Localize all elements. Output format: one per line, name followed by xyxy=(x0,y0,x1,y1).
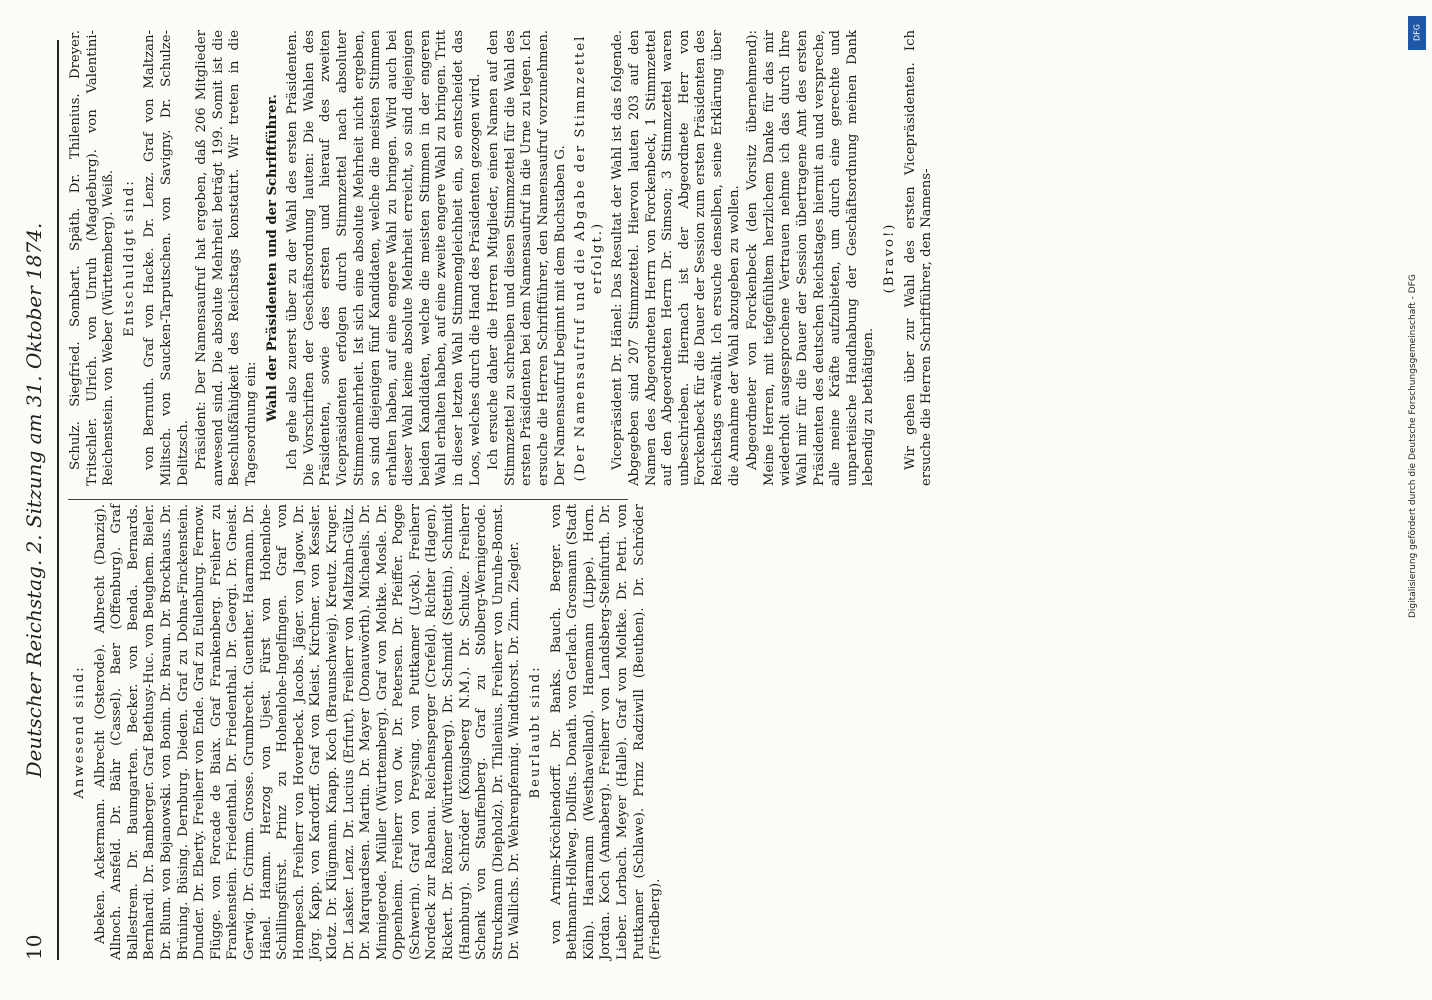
closing-paragraph: Wir gehen über zur Wahl des ersten Vicepräsidenten. Ich ersuche die Herren Schriftführer, den Namens- xyxy=(902,30,935,486)
header-rule xyxy=(57,40,59,960)
leave-heading: Beurlaubt sind: xyxy=(528,665,544,799)
election-result: Vicepräsident Dr. Hänel: Das Resultat der Wahl ist das folgende. Abgegeben sind 207 Stimmzettel. Hiervon lauten 203 auf den Namen des Abgeordneten Herrn von Forckenbeck, 1 Stimmzettel auf den Abgeordneten Herrn Dr. Simson; 3 Stimmzettel waren unbeschrieben. Hiernach ist der Abgeordnete Herr von Forckenbeck für die Dauer der Session zum ersten Präsidenten des Reichstags erwählt. Ich ersuche denselben, seine Erklärung über die Annahme der Wahl abzugeben zu wollen. xyxy=(610,30,742,486)
digitization-credit: Digitalisierung gefördert durch die Deutsche Forschungsgemeinschaft - DFG xyxy=(1408,274,1418,618)
leave-list: von Arnim-Kröchlendorff. Dr. Banks. Bauch. Berger. von Bethmann-Hollweg. Dollfus. Donath. von Gerlach. Grosmann (Stadt Köln). Haarmann (Westhavelland). Hanemann (Lippe). Horn. Jordan. Koch (Annaberg). Freiherr von Landsberg-Steinfurth. Dr. Lieber. Lorbach. Meyer (Halle). Graf von Moltke. Dr. Petri. von Puttkamer (Schlawe). Prinz Radziwill (Beuthen). Dr. Schröder (Friedberg). xyxy=(548,504,664,960)
applause-note: (Bravo!) xyxy=(881,222,897,294)
election-rules: Ich gehe also zuerst über zu der Wahl des ersten Präsidenten. Die Vorschriften der Geschäftsordnung lauten: Die Wahlen des Präsidenten, sowie des ersten und hierauf des zweiten Vicepräsidenten erfolgen durch Stimmzettel nach absoluter Stimmenmehrheit. Ist sich eine absolute Mehrheit nicht ergeben, so sind diejenigen fünf Kandidaten, welche die meisten Stimmen erhalten haben, auf eine engere Wahl zu bringen. Wird auch bei dieser Wahl keine absolute Mehrheit erreicht, so sind diejenigen beiden Kandidaten, welche die meisten Stimmen in der engeren Wahl erhalten haben, auf eine zweite engere Wahl zu bringen. Tritt in dieser letzten Wahl Stimmengleichheit ein, so entscheidet das Loos, welches durch die Hand des Präsidenten gezogen wird. xyxy=(285,30,483,486)
left-column xyxy=(68,504,664,960)
excused-list: von Bernuth. Graf von Hacke. Dr. Lenz. Graf von Maltzan-Militsch. von Saucken-Tarputschen. von Savigny. Dr. Schulze-Delitzsch. xyxy=(142,30,191,486)
present-heading: Anwesend sind: xyxy=(72,665,87,799)
page-number: 10 xyxy=(22,934,46,960)
excused-heading: Entschuldigt sind: xyxy=(121,179,137,337)
page-header xyxy=(22,40,52,960)
election-heading: Wahl der Präsidenten und der Schriftführer. xyxy=(264,94,280,422)
digitization-credit-strip xyxy=(1408,10,1428,1000)
column-divider xyxy=(68,499,628,500)
acceptance-speech: Abgeordneter von Forckenbeck (den Vorsitz übernehmend): Meine Herren, mit tiefgefühltem herzlichem Danke für das mir wiederholt ausgesprochene Vertrauen nehme ich das durch Ihre Wahl mir für die Dauer der Session übertragene Amt des ersten Präsidenten des deutschen Reichstages hiermit an und verspreche, alle meine Kräfte aufzubieten, um durch eine gerechte und unparteiische Handhabung der Geschäftsordnung meinen Dank lebendig zu bethätigen. xyxy=(745,30,877,486)
ballot-request: Ich ersuche daher die Herren Mitglieder, einen Namen auf den Stimmzettel zu schreiben und diesen Stimmzettel für die Wahl des ersten Präsidenten bei dem Namensaufruf in die Urne zu legen. Ich ersuche die Herren Schriftführer, den Namensaufruf vorzunehmen. Der Namensaufruf beginnt mit dem Buchstaben G. xyxy=(486,30,568,486)
running-title: Deutscher Reichstag. 2. Sitzung am 31. Oktober 1874. xyxy=(22,222,46,778)
present-list: Abeken. Ackermann. Albrecht (Osterode). Albrecht (Danzig). Allnoch. Ansfeld. Dr. Bähr (Cassel). Baer (Offenburg). Graf Ballestrem. Dr. Baumgarten. Becker. von Benda. Bernards. Bernhardi. Dr. Bamberger. Graf Bethusy-Huc. von Beughem. Bieler. Dr. Blum. von Bojanowski. von Bonin. Dr. Braun. Dr. Brockhaus. Dr. Brüning. Büsing. Dernburg. Dieden. Graf zu Dohna-Finckenstein. Dunder. Dr. Eberty. Freiherr von Ende. Graf zu Eulenburg. Fernow. Flügge. von Forcade de Biaix. Graf Frankenberg. Freiherr zu Frankenstein. Friedenthal. Dr. Friedenthal. Dr. Georgi. Dr. Gneist. Gerwig. Dr. Grimm. Grosse. Grumbrecht. Guenther. Haarmann. Dr. Hänel. Hamm. Herzog von Ujest. Fürst von Hohenlohe-Schillingsfürst. Prinz zu Hohenlohe-Ingelfingen. Graf von Hompesch. Freiherr von Hoverbeck. Jacobs. Jäger. von Jagow. Dr. Jörg. Kapp. von Kardorff. Graf von Kleist. Kirchner. von Kessler. Klotz. Dr. Klügmann. Knapp. Koch (Braunschweig). Kreutz. Kruger. Dr. Lasker. Lenz. Dr. Lucius (Erfurt). Freiherr von Maltzahn-Gültz. Dr. Marquardsen. Martin. Dr. Mayer (Donauwörth). Michaelis. Dr. Minnigerode. Müller (Württemberg). Graf von Moltke. Mosle. Dr. Oppenheim. Freiherr von Ow. Dr. Petersen. Dr. Pfeiffer. Pogge (Schwerin). Graf von Preysing. von Puttkamer (Lyck). Freiherr Nordeck zur Rabenau. Reichensperger (Crefeld). Richter (Hagen). Rickert. Dr. Römer (Württemberg). Dr. Schmidt (Stettin). Schmidt (Hamburg). Schröder (Königsberg N.M.). Dr. Schulze. Freiherr Schenk von Stauffenberg. Graf zu Stolberg-Wernigerode. Struckmann (Diepholz). Dr. Thilenius. Freiherr von Unruhe-Bomst. Dr. Wallichs. Dr. Wehrenpfennig. Windthorst. Dr. Zinn. Ziegler. xyxy=(92,504,523,960)
empty-page-area xyxy=(640,40,1400,960)
roll-call-note: (Der Namensaufruf und die Abgabe der Stimmzettel erfolgt.) xyxy=(573,34,605,482)
dfg-logo: DFG xyxy=(1408,16,1426,50)
president-statement: Präsident: Der Namensaufruf hat ergeben, daß 206 Mitglieder anwesend sind. Die absolute Mehrheit beträgt 199. Somit ist die Beschlußfähigkeit des Reichstags konstatirt. Wir treten in die Tagesordnung ein: xyxy=(194,30,259,486)
continued-list: Schulz. Siegfried. Sombart. Späth. Dr. Thilenius. Dreyer. Tritschler. Ulrich. von Unruh (Magdeburg). von Valentini-Reichenstein. von Weber (Württemberg). Weiß. xyxy=(68,30,117,486)
right-column xyxy=(68,30,935,486)
